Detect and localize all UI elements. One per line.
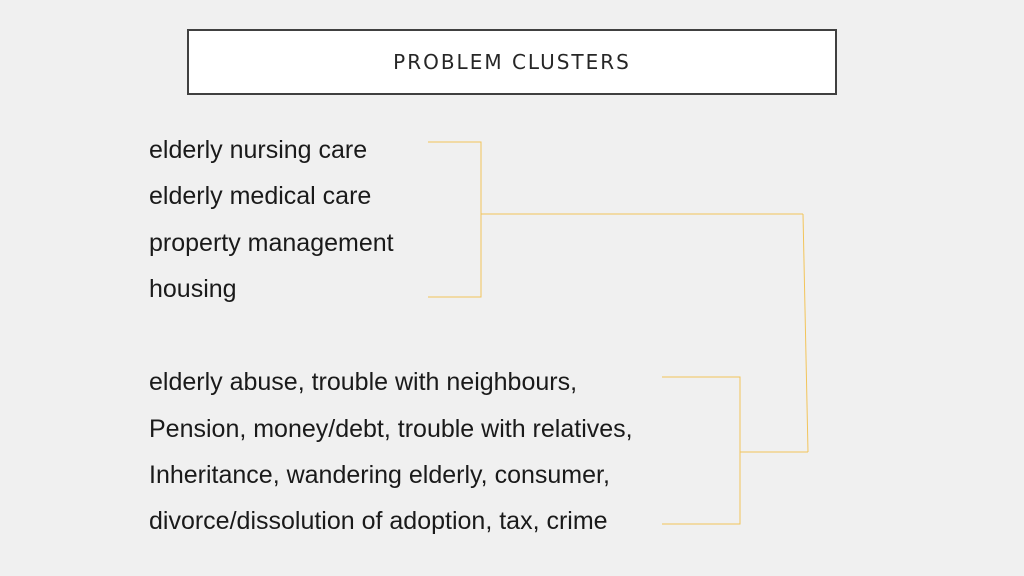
bracket-cluster-1 [428,142,481,297]
cluster-2-item-4: divorce/dissolution of adoption, tax, crime [149,507,608,535]
cluster-1-item-4: housing [149,275,237,303]
bracket-cluster-2 [662,377,740,524]
cluster-1-item-2: elderly medical care [149,182,372,210]
cluster-1-item-3: property management [149,229,394,257]
connector-vertical-link [803,214,808,452]
slide-title: PROBLEM CLUSTERS [393,50,631,74]
cluster-2-item-2: Pension, money/debt, trouble with relatives, [149,415,633,443]
cluster-2-item-3: Inheritance, wandering elderly, consumer, [149,461,610,489]
cluster-1-item-1: elderly nursing care [149,136,368,164]
cluster-2-item-1: elderly abuse, trouble with neighbours, [149,368,578,396]
